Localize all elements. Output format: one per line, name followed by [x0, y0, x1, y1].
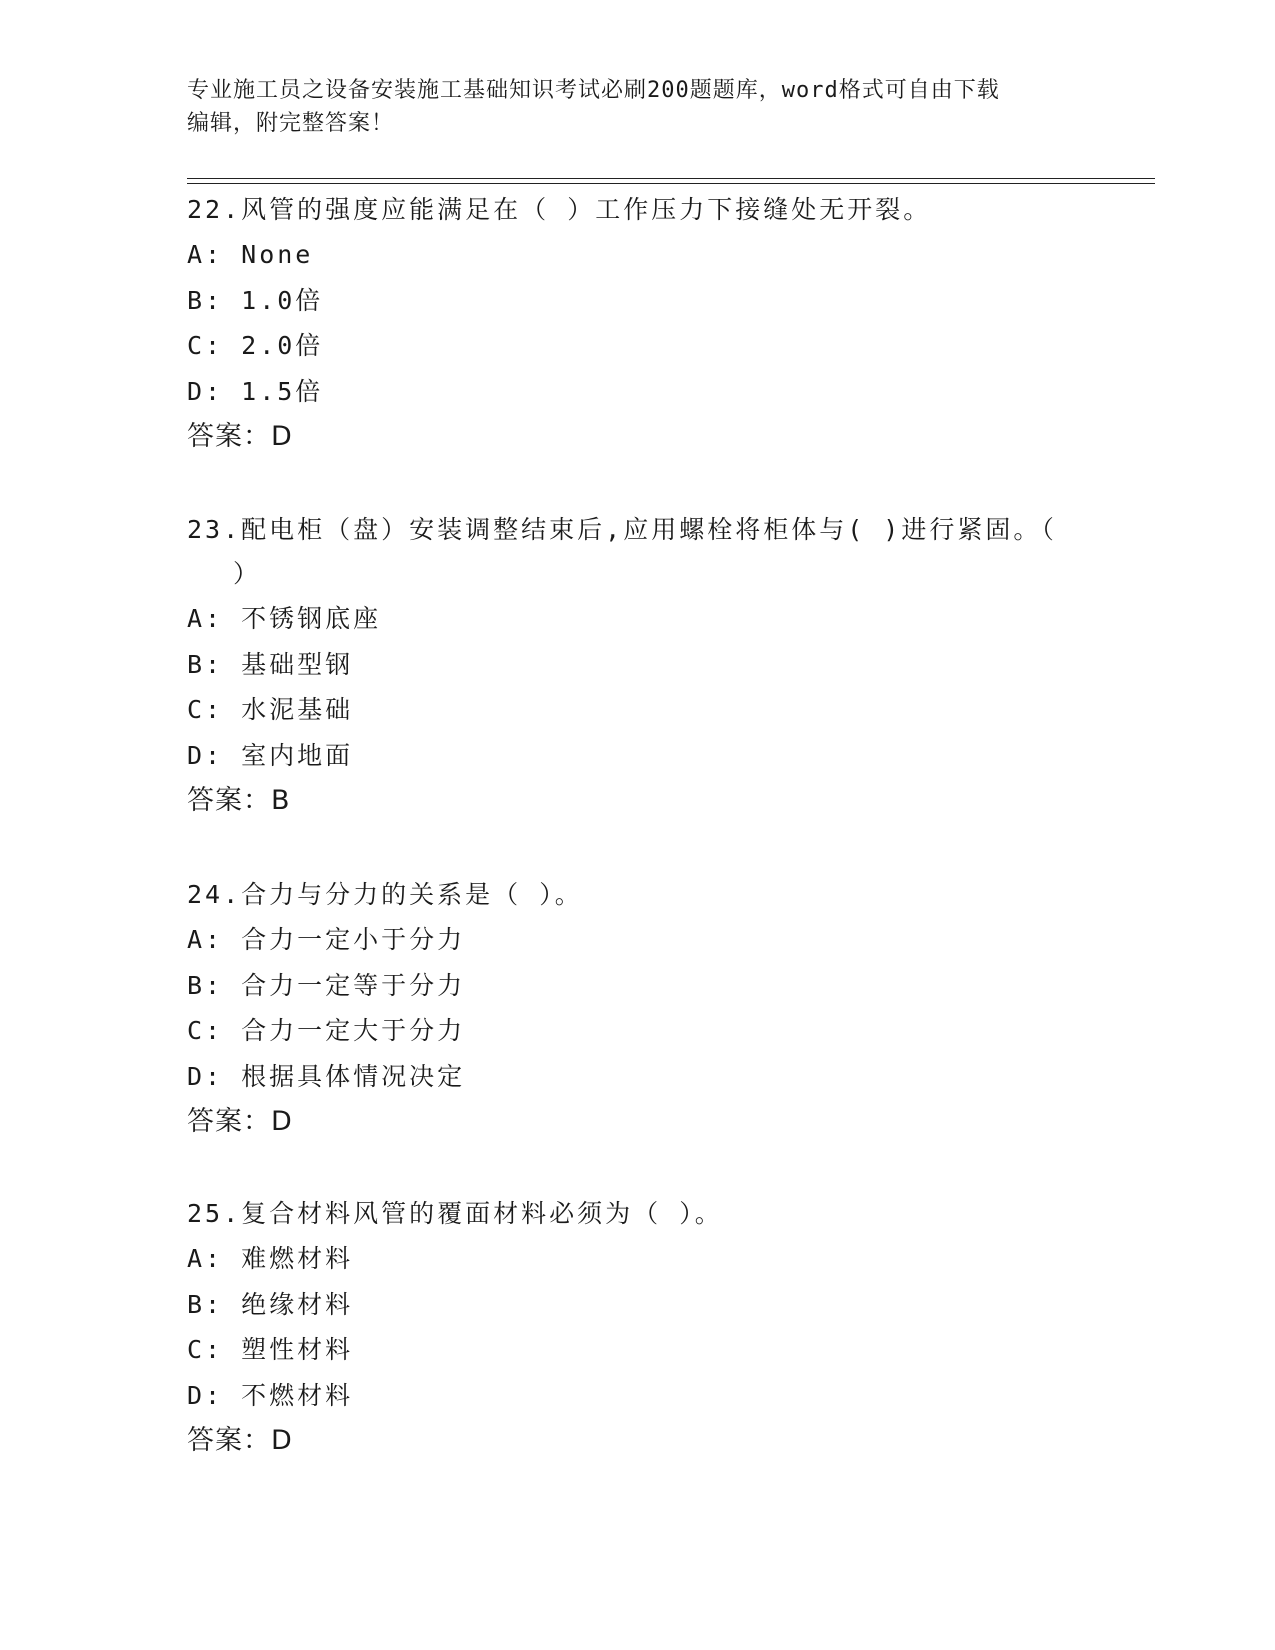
question-23 [187, 508, 1087, 824]
question-text: 24.合力与分力的关系是（ ）。 [187, 880, 583, 909]
answer-line: 答案：D [187, 421, 293, 452]
option-a: A: 难燃材料 [187, 1244, 354, 1273]
answer-line: 答案：D [187, 1106, 293, 1137]
document-header [187, 74, 1067, 140]
answer-line: 答案：D [187, 1425, 293, 1456]
header-line-2: 编辑，附完整答案！ [187, 111, 395, 136]
option-b: B: 1.0倍 [187, 285, 324, 315]
option-b: B: 基础型钢 [187, 649, 354, 679]
question-24 [187, 873, 1087, 1145]
option-c: C: 水泥基础 [187, 695, 354, 724]
question-text: 23.配电柜（盘）安装调整结束后,应用螺栓将柜体与( )进行紧固。（ [187, 515, 1057, 544]
header-divider-top [187, 178, 1155, 179]
option-b: B: 绝缘材料 [187, 1289, 354, 1319]
option-a: A: 合力一定小于分力 [187, 925, 466, 954]
option-c: C: 塑性材料 [187, 1335, 354, 1364]
answer-line: 答案：B [187, 785, 291, 816]
option-a: A: None [187, 240, 314, 269]
option-c: C: 2.0倍 [187, 331, 324, 360]
question-22 [187, 188, 1087, 460]
option-b: B: 合力一定等于分力 [187, 970, 466, 1000]
option-d: D: 1.5倍 [187, 376, 324, 406]
option-d: D: 根据具体情况决定 [187, 1061, 466, 1091]
question-text-continuation: ） [233, 559, 262, 588]
option-c: C: 合力一定大于分力 [187, 1016, 466, 1045]
option-a: A: 不锈钢底座 [187, 604, 382, 633]
option-d: D: 不燃材料 [187, 1380, 354, 1410]
header-line-1: 专业施工员之设备安装施工基础知识考试必刷200题题库，word格式可自由下载 [187, 78, 1000, 103]
question-text: 22.风管的强度应能满足在（ ）工作压力下接缝处无开裂。 [187, 195, 932, 224]
question-25 [187, 1192, 1087, 1464]
header-divider-bottom [187, 183, 1155, 184]
option-d: D: 室内地面 [187, 740, 354, 770]
question-text: 25.复合材料风管的覆面材料必须为（ ）。 [187, 1199, 723, 1228]
